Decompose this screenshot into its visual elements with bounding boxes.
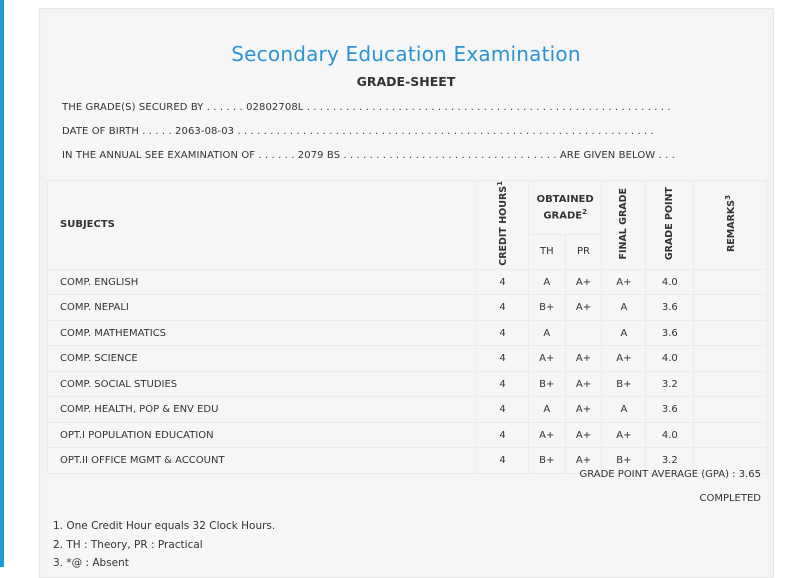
remarks-cell [694, 295, 767, 321]
subject-cell: COMP. SCIENCE [48, 346, 477, 372]
secured-by-line [62, 102, 671, 113]
table-header-row [48, 181, 767, 235]
theory-grade-cell: B+ [528, 371, 565, 397]
exam-year: 2079 BS [297, 150, 341, 161]
grade-point-cell: 3.6 [646, 397, 694, 423]
remarks-cell [694, 371, 767, 397]
practical-grade-cell: A+ [565, 346, 602, 372]
remarks-cell [694, 422, 767, 448]
header-obtained-grade-text: OBTAINED GRADE [536, 193, 594, 221]
header-pr: PR [565, 234, 602, 269]
credit-hours-cell: 4 [477, 422, 529, 448]
page-title: Secondary Education Examination [231, 42, 581, 66]
note-absent: 3. *@ : Absent [53, 557, 129, 569]
table-row [48, 346, 767, 372]
credit-hours-cell: 4 [477, 448, 529, 474]
theory-grade-cell: A [528, 397, 565, 423]
credit-hours-cell: 4 [477, 346, 529, 372]
grade-point-cell: 4.0 [646, 346, 694, 372]
grade-point-cell: 4.0 [646, 269, 694, 295]
note-theory-practical: 2. TH : Theory, PR : Practical [53, 539, 203, 551]
header-grade-point [646, 181, 694, 270]
header-subjects [48, 181, 477, 270]
remarks-cell [694, 346, 767, 372]
practical-grade-cell: A+ [565, 448, 602, 474]
subject-cell: COMP. HEALTH, POP & ENV EDU [48, 397, 477, 423]
header-credit-hours-text: CREDIT HOURS [498, 185, 510, 266]
final-grade-cell: A+ [602, 422, 646, 448]
theory-grade-cell: B+ [528, 448, 565, 474]
dob-value: 2063-08-03 [175, 126, 235, 137]
theory-grade-cell: A [528, 320, 565, 346]
header-credit-hours-sup: 1 [496, 181, 505, 186]
subject-cell: OPT.II OFFICE MGMT & ACCOUNT [48, 448, 477, 474]
credit-hours-cell: 4 [477, 295, 529, 321]
theory-grade-cell: B+ [528, 295, 565, 321]
exam-label: IN THE ANNUAL SEE EXAMINATION OF . . . . . . [62, 150, 295, 161]
gpa-summary: GRADE POINT AVERAGE (GPA) : 3.65 [579, 469, 761, 480]
header-th: TH [528, 234, 565, 269]
header-final-grade-text: FINAL GRADE [617, 187, 629, 260]
table-row [48, 269, 767, 295]
final-grade-cell: B+ [602, 448, 646, 474]
grade-point-cell: 3.6 [646, 295, 694, 321]
practical-grade-cell: A+ [565, 295, 602, 321]
page-subtitle: GRADE-SHEET [356, 74, 456, 89]
practical-grade-cell: A+ [565, 397, 602, 423]
practical-grade-cell: A+ [565, 371, 602, 397]
dob-line [62, 126, 654, 137]
grades-table-body [48, 269, 767, 473]
theory-grade-cell: A+ [528, 346, 565, 372]
final-grade-cell: A+ [602, 346, 646, 372]
credit-hours-cell: 4 [477, 269, 529, 295]
practical-grade-cell [565, 320, 602, 346]
header-obtained-grade [528, 181, 601, 235]
credit-hours-cell: 4 [477, 371, 529, 397]
header-remarks-text: REMARKS [726, 199, 738, 252]
result-status: COMPLETED [699, 493, 761, 504]
table-row [48, 422, 767, 448]
subject-cell: COMP. SOCIAL STUDIES [48, 371, 477, 397]
practical-grade-cell: A+ [565, 422, 602, 448]
final-grade-cell: A+ [602, 269, 646, 295]
final-grade-cell: A [602, 320, 646, 346]
table-row [48, 397, 767, 423]
header-remarks [694, 181, 767, 270]
subject-cell: OPT.I POPULATION EDUCATION [48, 422, 477, 448]
final-grade-cell: A [602, 295, 646, 321]
symbol-number: 02802708L [246, 102, 304, 113]
credit-hours-cell: 4 [477, 397, 529, 423]
remarks-cell [694, 320, 767, 346]
header-remarks-sup: 3 [724, 194, 733, 200]
grade-point-cell: 3.2 [646, 448, 694, 474]
header-final-grade [602, 181, 646, 270]
header-obtained-grade-sup: 2 [582, 207, 587, 216]
dob-dots: . . . . . . . . . . . . . . . . . . . . . . . . . . . . . . . . . . . . . . . . . . . . . . . . . . . . . . . . . . . . . . . . [237, 126, 654, 137]
grade-point-cell: 3.2 [646, 371, 694, 397]
remarks-cell [694, 397, 767, 423]
dob-label: DATE OF BIRTH . . . . . [62, 126, 172, 137]
exam-line [62, 150, 675, 161]
exam-dots: . . . . . . . . . . . . . . . . . . . . . . . . . . . . . . . . . ARE GIVEN BELOW . . . [343, 150, 675, 161]
table-row [48, 295, 767, 321]
table-row [48, 371, 767, 397]
final-grade-cell: B+ [602, 371, 646, 397]
header-credit-hours-label [495, 181, 509, 266]
credit-hours-cell: 4 [477, 320, 529, 346]
secured-by-label: THE GRADE(S) SECURED BY . . . . . . [62, 102, 243, 113]
practical-grade-cell: A+ [565, 269, 602, 295]
theory-grade-cell: A [528, 269, 565, 295]
theory-grade-cell: A+ [528, 422, 565, 448]
note-credit-hour: 1. One Credit Hour equals 32 Clock Hours. [53, 520, 276, 532]
subject-cell: COMP. MATHEMATICS [48, 320, 477, 346]
subject-cell: COMP. ENGLISH [48, 269, 477, 295]
grade-point-cell: 4.0 [646, 422, 694, 448]
header-credit-hours [477, 181, 529, 270]
table-row [48, 320, 767, 346]
header-remarks-label [723, 195, 737, 252]
grade-point-cell: 3.6 [646, 320, 694, 346]
header-grade-point-text: GRADE POINT [663, 186, 675, 260]
grades-table [47, 180, 767, 474]
header-subjects-label: SUBJECTS [60, 219, 115, 231]
remarks-cell [694, 269, 767, 295]
secured-by-dots: . . . . . . . . . . . . . . . . . . . . . . . . . . . . . . . . . . . . . . . . . . . . . . . . . . . . . . . . [306, 102, 671, 113]
subject-cell: COMP. NEPALI [48, 295, 477, 321]
final-grade-cell: A [602, 397, 646, 423]
